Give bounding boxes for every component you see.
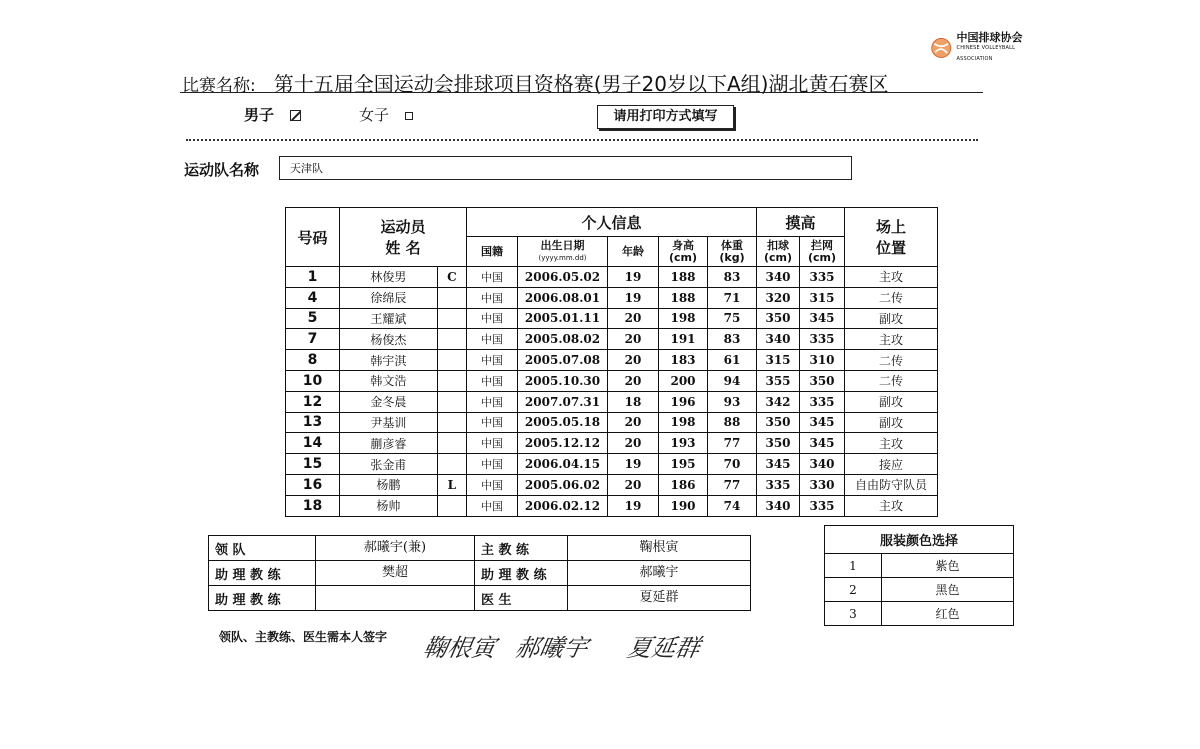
uniform-option-color[interactable]: 紫色 — [882, 554, 1014, 578]
header-reach: 摸高 — [757, 208, 845, 237]
player-nationality: 中国 — [467, 350, 518, 371]
player-weight: 70 — [708, 454, 757, 475]
player-nationality: 中国 — [467, 308, 518, 329]
player-height: 193 — [659, 433, 708, 454]
player-spike-reach: 355 — [757, 370, 800, 391]
dotted-divider — [186, 139, 978, 141]
player-birth-date: 2006.04.15 — [518, 454, 608, 475]
assistant-coach-name-3[interactable]: 郝曦宇 — [568, 561, 751, 586]
player-position: 副攻 — [845, 308, 938, 329]
player-number: 12 — [286, 391, 340, 412]
player-nationality: 中国 — [467, 329, 518, 350]
player-role-mark — [437, 370, 466, 391]
player-number: 15 — [286, 454, 340, 475]
player-name: 王耀斌 — [340, 308, 438, 329]
header-birth: 出生日期 (yyyy.mm.dd) — [518, 237, 608, 267]
player-nationality: 中国 — [467, 370, 518, 391]
header-position: 场上 位置 — [845, 208, 938, 267]
player-role-mark — [437, 454, 466, 475]
player-nationality: 中国 — [467, 495, 518, 516]
player-height: 196 — [659, 391, 708, 412]
player-height: 183 — [659, 350, 708, 371]
player-height: 200 — [659, 370, 708, 391]
player-name: 杨俊杰 — [340, 329, 438, 350]
player-weight: 75 — [708, 308, 757, 329]
player-role-mark: C — [437, 267, 466, 288]
player-name: 杨鹏 — [340, 474, 438, 495]
player-position: 主攻 — [845, 267, 938, 288]
roster-row — [286, 495, 938, 516]
roster-row — [286, 370, 938, 391]
player-name: 金冬晨 — [340, 391, 438, 412]
player-nationality: 中国 — [467, 454, 518, 475]
player-nationality: 中国 — [467, 474, 518, 495]
header-age: 年龄 — [608, 237, 659, 267]
player-role-mark — [437, 391, 466, 412]
player-number: 13 — [286, 412, 340, 433]
player-weight: 83 — [708, 329, 757, 350]
doctor-label: 医 生 — [475, 586, 568, 611]
roster-row — [286, 391, 938, 412]
player-birth-date: 2005.06.02 — [518, 474, 608, 495]
player-spike-reach: 335 — [757, 474, 800, 495]
signature-1: 鞠根寅 — [421, 634, 499, 662]
male-checkbox[interactable] — [290, 110, 301, 121]
player-weight: 83 — [708, 267, 757, 288]
player-position: 自由防守队员 — [845, 474, 938, 495]
player-height: 186 — [659, 474, 708, 495]
player-birth-date: 2007.07.31 — [518, 391, 608, 412]
roster-row — [286, 454, 938, 475]
player-height: 190 — [659, 495, 708, 516]
player-height: 198 — [659, 308, 708, 329]
player-nationality: 中国 — [467, 287, 518, 308]
player-nationality: 中国 — [467, 433, 518, 454]
player-nationality: 中国 — [467, 267, 518, 288]
uniform-option-color[interactable]: 红色 — [882, 602, 1014, 626]
player-block-reach: 330 — [800, 474, 845, 495]
roster-row — [286, 267, 938, 288]
player-name: 杨帅 — [340, 495, 438, 516]
uniform-color-table — [824, 525, 1014, 626]
competition-name: 第十五届全国运动会排球项目资格赛(男子20岁以下A组)湖北黄石赛区 — [273, 72, 889, 96]
title-underline — [180, 92, 983, 93]
roster-row — [286, 308, 938, 329]
player-number: 5 — [286, 308, 340, 329]
assistant-coach-label-3: 助 理 教 练 — [475, 561, 568, 586]
player-name: 尹基训 — [340, 412, 438, 433]
player-spike-reach: 340 — [757, 267, 800, 288]
player-weight: 61 — [708, 350, 757, 371]
player-birth-date: 2006.08.01 — [518, 287, 608, 308]
player-height: 188 — [659, 287, 708, 308]
player-block-reach: 335 — [800, 391, 845, 412]
uniform-option-number: 2 — [825, 578, 882, 602]
player-age: 20 — [608, 308, 659, 329]
player-weight: 77 — [708, 474, 757, 495]
player-age: 20 — [608, 412, 659, 433]
player-name: 韩宇淇 — [340, 350, 438, 371]
roster-row — [286, 412, 938, 433]
player-nationality: 中国 — [467, 391, 518, 412]
uniform-option-number: 3 — [825, 602, 882, 626]
team-name-field[interactable]: 天津队 — [279, 156, 852, 180]
volleyball-logo-icon — [930, 35, 953, 61]
player-spike-reach: 340 — [757, 495, 800, 516]
player-number: 16 — [286, 474, 340, 495]
player-position: 二传 — [845, 287, 938, 308]
player-name: 韩文浩 — [340, 370, 438, 391]
player-birth-date: 2005.05.18 — [518, 412, 608, 433]
player-role-mark — [437, 350, 466, 371]
player-role-mark — [437, 308, 466, 329]
logo-text: 中国排球协会 CHINESE VOLLEYBALL ASSOCIATION — [956, 30, 1023, 62]
player-spike-reach: 350 — [757, 308, 800, 329]
player-block-reach: 340 — [800, 454, 845, 475]
player-number: 10 — [286, 370, 340, 391]
roster-row — [286, 287, 938, 308]
player-block-reach: 310 — [800, 350, 845, 371]
player-number: 14 — [286, 433, 340, 454]
leader-label: 领 队 — [209, 536, 316, 561]
assistant-coach-label-2: 助 理 教 练 — [209, 586, 316, 611]
team-name-label: 运动队名称 — [184, 161, 260, 179]
player-height: 198 — [659, 412, 708, 433]
player-birth-date: 2005.08.02 — [518, 329, 608, 350]
player-spike-reach: 350 — [757, 412, 800, 433]
player-block-reach: 345 — [800, 412, 845, 433]
player-spike-reach: 345 — [757, 454, 800, 475]
player-spike-reach: 350 — [757, 433, 800, 454]
player-spike-reach: 340 — [757, 329, 800, 350]
player-spike-reach: 315 — [757, 350, 800, 371]
header-spike: 扣球 (cm) — [757, 237, 800, 267]
uniform-option-number: 1 — [825, 554, 882, 578]
player-weight: 94 — [708, 370, 757, 391]
player-role-mark — [437, 329, 466, 350]
player-block-reach: 335 — [800, 329, 845, 350]
player-name: 蒯彦睿 — [340, 433, 438, 454]
player-birth-date: 2005.10.30 — [518, 370, 608, 391]
uniform-option-color[interactable]: 黑色 — [882, 578, 1014, 602]
player-spike-reach: 342 — [757, 391, 800, 412]
gender-female: 女子 — [359, 104, 413, 125]
player-height: 188 — [659, 267, 708, 288]
player-age: 18 — [608, 391, 659, 412]
roster-table — [285, 207, 938, 517]
uniform-color-row — [825, 602, 1014, 626]
player-spike-reach: 320 — [757, 287, 800, 308]
player-weight: 77 — [708, 433, 757, 454]
player-age: 19 — [608, 495, 659, 516]
player-birth-date: 2006.02.12 — [518, 495, 608, 516]
player-age: 20 — [608, 370, 659, 391]
player-position: 主攻 — [845, 329, 938, 350]
player-age: 20 — [608, 329, 659, 350]
player-role-mark: L — [437, 474, 466, 495]
player-age: 19 — [608, 454, 659, 475]
female-checkbox[interactable] — [405, 112, 413, 120]
uniform-color-row — [825, 578, 1014, 602]
header-weight: 体重 (kg) — [708, 237, 757, 267]
player-birth-date: 2005.07.08 — [518, 350, 608, 371]
player-role-mark — [437, 412, 466, 433]
player-weight: 88 — [708, 412, 757, 433]
assistant-coach-name-1[interactable]: 樊超 — [316, 561, 475, 586]
player-weight: 93 — [708, 391, 757, 412]
gender-male: 男子 — [244, 104, 301, 125]
header-height: 身高 (cm) — [659, 237, 708, 267]
assistant-coach-label-1: 助 理 教 练 — [209, 561, 316, 586]
player-number: 8 — [286, 350, 340, 371]
head-coach-label: 主 教 练 — [475, 536, 568, 561]
head-coach-name[interactable]: 鞠根寅 — [568, 536, 751, 561]
doctor-name[interactable]: 夏延群 — [568, 586, 751, 611]
player-block-reach: 345 — [800, 308, 845, 329]
player-name: 林俊男 — [340, 267, 438, 288]
player-block-reach: 315 — [800, 287, 845, 308]
roster-row — [286, 433, 938, 454]
leader-name[interactable]: 郝曦宇(兼) — [316, 536, 475, 561]
player-block-reach: 335 — [800, 495, 845, 516]
player-name: 张金甫 — [340, 454, 438, 475]
header-nationality: 国籍 — [467, 237, 518, 267]
signature-2: 郝曦宇 — [513, 634, 591, 662]
player-position: 副攻 — [845, 412, 938, 433]
player-position: 主攻 — [845, 495, 938, 516]
header-personal-info: 个人信息 — [467, 208, 757, 237]
player-number: 7 — [286, 329, 340, 350]
player-birth-date: 2005.12.12 — [518, 433, 608, 454]
player-weight: 71 — [708, 287, 757, 308]
competition-label: 比赛名称: — [182, 76, 256, 96]
player-height: 191 — [659, 329, 708, 350]
association-logo — [930, 30, 1040, 63]
player-position: 副攻 — [845, 391, 938, 412]
print-note: 请用打印方式填写 — [597, 105, 734, 129]
player-role-mark — [437, 287, 466, 308]
roster-row — [286, 350, 938, 371]
player-number: 1 — [286, 267, 340, 288]
assistant-coach-name-2[interactable] — [316, 586, 475, 611]
header-number: 号码 — [286, 208, 340, 267]
header-athlete: 运动员 姓 名 — [340, 208, 467, 267]
player-name: 徐绵辰 — [340, 287, 438, 308]
player-position: 二传 — [845, 350, 938, 371]
player-block-reach: 345 — [800, 433, 845, 454]
player-nationality: 中国 — [467, 412, 518, 433]
signature-label: 领队、主教练、医生需本人签字 — [219, 630, 388, 644]
player-position: 主攻 — [845, 433, 938, 454]
player-role-mark — [437, 433, 466, 454]
player-position: 二传 — [845, 370, 938, 391]
player-number: 4 — [286, 287, 340, 308]
player-height: 195 — [659, 454, 708, 475]
player-age: 20 — [608, 433, 659, 454]
roster-row — [286, 329, 938, 350]
player-role-mark — [437, 495, 466, 516]
header-block: 拦网 (cm) — [800, 237, 845, 267]
player-weight: 74 — [708, 495, 757, 516]
player-age: 20 — [608, 350, 659, 371]
player-block-reach: 350 — [800, 370, 845, 391]
player-number: 18 — [286, 495, 340, 516]
player-position: 接应 — [845, 454, 938, 475]
player-age: 19 — [608, 287, 659, 308]
player-age: 20 — [608, 474, 659, 495]
uniform-color-row — [825, 554, 1014, 578]
player-birth-date: 2005.01.11 — [518, 308, 608, 329]
uniform-color-title: 服装颜色选择 — [825, 526, 1014, 554]
staff-table — [208, 535, 751, 611]
signature-3: 夏延群 — [625, 634, 703, 662]
player-block-reach: 335 — [800, 267, 845, 288]
player-age: 19 — [608, 267, 659, 288]
player-birth-date: 2006.05.02 — [518, 267, 608, 288]
roster-row — [286, 474, 938, 495]
